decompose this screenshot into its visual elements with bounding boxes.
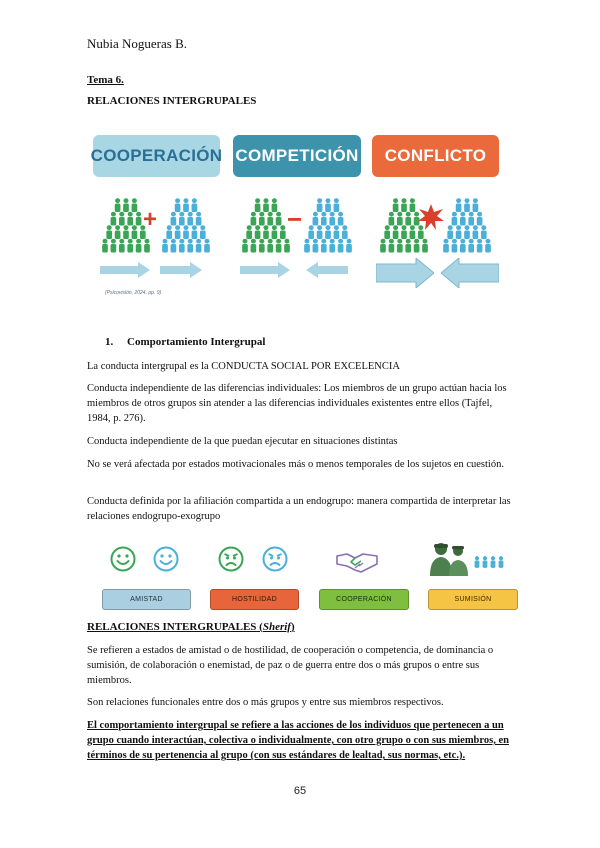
person-body — [393, 204, 399, 213]
person-head — [196, 239, 201, 244]
person-head — [499, 556, 503, 560]
person-body — [329, 244, 335, 253]
person-body — [452, 244, 458, 253]
person-body — [196, 244, 202, 253]
person-body — [115, 204, 121, 213]
person-body — [405, 244, 411, 253]
person-head — [268, 212, 273, 217]
person-body — [464, 204, 470, 213]
person-head — [469, 212, 474, 217]
person-head — [456, 198, 461, 203]
person-head — [338, 212, 343, 217]
green-group-2 — [240, 198, 292, 256]
person-body — [136, 217, 142, 226]
person-head — [313, 212, 318, 217]
person-head — [465, 198, 470, 203]
person-head — [251, 239, 256, 244]
person-head — [276, 239, 281, 244]
person-body — [276, 244, 282, 253]
paragraph-4: No se verá afectada por estados motivacionales más o menos temporales de los sujetos en cuestión. — [87, 459, 504, 470]
section-heading — [105, 336, 265, 348]
person-body — [246, 231, 252, 240]
person-head — [119, 212, 124, 217]
person-head — [460, 239, 465, 244]
person-head — [128, 239, 133, 244]
person-body — [334, 231, 340, 240]
plus-sign: + — [143, 206, 158, 233]
label-amistad: AMISTAD — [102, 589, 191, 610]
person-head — [205, 239, 210, 244]
person-head — [469, 239, 474, 244]
person-head — [285, 239, 290, 244]
author-name: Nubia Nogueras B. — [87, 36, 188, 51]
person-head — [414, 239, 419, 244]
person-head — [132, 198, 137, 203]
person-body — [132, 231, 138, 240]
person-body — [491, 561, 496, 568]
person-head — [477, 212, 482, 217]
person-head — [255, 225, 260, 230]
person-head — [272, 198, 277, 203]
person-body — [196, 217, 202, 226]
person-head — [259, 212, 264, 217]
blue-group-3 — [441, 198, 493, 256]
person-body — [473, 204, 479, 213]
person-head — [338, 239, 343, 244]
person-head — [334, 225, 339, 230]
person-head — [402, 198, 407, 203]
person-body — [464, 231, 470, 240]
person-body — [384, 231, 390, 240]
person-body — [187, 244, 193, 253]
person-head — [321, 239, 326, 244]
relaciones-heading-text: RELACIONES INTERGRUPALES — [87, 621, 257, 633]
person-head — [406, 239, 411, 244]
relaciones-heading-author: Sherif — [262, 621, 291, 633]
person-head — [280, 225, 285, 230]
person-body — [325, 204, 331, 213]
person-head — [276, 212, 281, 217]
person-head — [111, 212, 116, 217]
person-body — [102, 244, 108, 253]
paragraph-2: Conducta independiente de las diferencias individuales: Los miembros de un grupo actúan hacia los miembros de otros grupos sin atender a las diferencias individuales existentes entre ellos (Tajfel, 1984, p. 276). — [87, 383, 507, 424]
person-body — [389, 217, 395, 226]
paragraph-3: Conducta independiente de la que puedan ejecutar en situaciones distintas — [87, 436, 398, 447]
person-body — [276, 217, 282, 226]
person-body — [183, 204, 189, 213]
person-body — [410, 231, 416, 240]
person-body — [447, 231, 453, 240]
person-head — [259, 239, 264, 244]
person-head — [444, 239, 449, 244]
person-body — [483, 561, 488, 568]
arrow-left-1 — [306, 262, 348, 278]
person-body — [284, 244, 290, 253]
person-body — [456, 204, 462, 213]
person-body — [304, 244, 310, 253]
person-head — [334, 198, 339, 203]
section-number: 1. — [105, 336, 114, 348]
person-body — [259, 217, 265, 226]
person-body — [410, 204, 416, 213]
person-body — [251, 244, 257, 253]
person-body — [251, 217, 257, 226]
person-head — [381, 239, 386, 244]
person-head — [179, 212, 184, 217]
person-body — [443, 244, 449, 253]
person-head — [175, 198, 180, 203]
person-head — [107, 225, 112, 230]
person-body — [338, 217, 344, 226]
person-body — [255, 204, 261, 213]
banner-competicion: COMPETICIÓN — [233, 135, 361, 177]
person-head — [326, 198, 331, 203]
person-head — [347, 239, 352, 244]
person-body — [393, 231, 399, 240]
person-body — [452, 217, 458, 226]
submissive-people-icon — [472, 552, 506, 576]
person-head — [491, 556, 495, 560]
arrow-clash-left — [441, 258, 499, 288]
person-head — [115, 198, 120, 203]
relaciones-paragraph-2: Son relaciones funcionales entre dos o más grupos y entre sus miembros respectivos. — [87, 697, 444, 708]
person-head — [124, 198, 129, 203]
person-body — [272, 231, 278, 240]
person-head — [389, 239, 394, 244]
person-head — [410, 198, 415, 203]
person-head — [321, 212, 326, 217]
person-head — [397, 239, 402, 244]
person-body — [263, 204, 269, 213]
arrow-right-2 — [160, 262, 202, 278]
person-head — [124, 225, 129, 230]
person-head — [272, 225, 277, 230]
person-body — [321, 217, 327, 226]
person-body — [171, 244, 177, 253]
person-head — [477, 239, 482, 244]
person-head — [317, 225, 322, 230]
person-head — [385, 225, 390, 230]
person-head — [247, 225, 252, 230]
happy-face-green-icon — [110, 546, 136, 572]
person-head — [268, 239, 273, 244]
person-head — [317, 198, 322, 203]
person-body — [389, 244, 395, 253]
person-head — [475, 556, 479, 560]
person-body — [313, 244, 319, 253]
paragraph-5: Conducta definida por la afiliación compartida a un endogrupo: manera compartida de interpretar las relaciones endogrupo-exogrupo — [87, 496, 511, 522]
person-body — [485, 244, 491, 253]
person-body — [175, 231, 181, 240]
person-body — [175, 204, 181, 213]
person-body — [259, 244, 265, 253]
person-head — [452, 212, 457, 217]
person-head — [119, 239, 124, 244]
person-head — [167, 225, 172, 230]
person-head — [264, 225, 269, 230]
person-body — [242, 244, 248, 253]
person-body — [338, 244, 344, 253]
person-body — [329, 217, 335, 226]
person-body — [481, 231, 487, 240]
person-head — [326, 225, 331, 230]
person-body — [460, 217, 466, 226]
paragraph-1: La conducta intergrupal es la CONDUCTA SOCIAL POR EXCELENCIA — [87, 361, 400, 372]
person-body — [334, 204, 340, 213]
person-head — [200, 225, 205, 230]
person-head — [393, 198, 398, 203]
person-body — [179, 244, 185, 253]
person-head — [251, 212, 256, 217]
label-hostilidad: HOSTILIDAD — [210, 589, 299, 610]
person-head — [481, 225, 486, 230]
person-head — [243, 239, 248, 244]
banner-cooperacion: COOPERACIÓN — [93, 135, 220, 177]
person-body — [263, 231, 269, 240]
person-body — [477, 217, 483, 226]
person-body — [127, 217, 133, 226]
relaciones-emphasis: El comportamiento intergrupal se refiere a las acciones de los individuos que pertenecen a un grupo cuando interactúan, colectiva o individualmente, con otro grupo o con sus miembros, en términos de su pertenencia al grupo (con sus estándares de lealtad, sus normas, etc.). — [87, 720, 509, 761]
image-source: (Psicovisión, 2024, pp. 9) — [105, 290, 162, 296]
angry-face-green-icon — [218, 546, 244, 572]
person-head — [486, 239, 491, 244]
person-head — [410, 225, 415, 230]
person-body — [317, 204, 323, 213]
person-body — [162, 244, 168, 253]
person-body — [325, 231, 331, 240]
person-head — [483, 556, 487, 560]
person-body — [119, 217, 125, 226]
arrow-right-3 — [240, 262, 290, 278]
person-body — [136, 244, 142, 253]
person-head — [473, 198, 478, 203]
person-head — [330, 239, 335, 244]
person-body — [192, 231, 198, 240]
blue-group-2 — [302, 198, 354, 256]
person-body — [418, 231, 424, 240]
label-cooperacion: COOPERACIÓN — [319, 589, 409, 610]
person-head — [255, 198, 260, 203]
person-body — [171, 217, 177, 226]
person-head — [163, 239, 168, 244]
person-head — [305, 239, 310, 244]
person-body — [468, 244, 474, 253]
person-body — [456, 231, 462, 240]
person-head — [188, 239, 193, 244]
person-head — [179, 239, 184, 244]
person-body — [414, 244, 420, 253]
person-body — [321, 244, 327, 253]
person-body — [267, 217, 273, 226]
person-head — [397, 212, 402, 217]
person-body — [499, 561, 504, 568]
person-head — [184, 198, 189, 203]
person-body — [317, 231, 323, 240]
person-head — [330, 212, 335, 217]
person-body — [204, 244, 210, 253]
person-body — [144, 244, 150, 253]
person-head — [188, 212, 193, 217]
person-body — [192, 204, 198, 213]
person-head — [448, 225, 453, 230]
person-body — [132, 204, 138, 213]
section-heading-text: Comportamiento Intergrupal — [127, 336, 266, 348]
person-body — [127, 244, 133, 253]
person-head — [171, 212, 176, 217]
person-body — [123, 204, 129, 213]
person-head — [192, 198, 197, 203]
person-body — [123, 231, 129, 240]
person-body — [397, 217, 403, 226]
person-body — [280, 231, 286, 240]
person-body — [111, 217, 117, 226]
person-body — [187, 217, 193, 226]
person-body — [308, 231, 314, 240]
person-head — [136, 239, 141, 244]
person-head — [389, 212, 394, 217]
person-head — [423, 239, 428, 244]
person-body — [397, 244, 403, 253]
person-head — [115, 225, 120, 230]
person-head — [456, 225, 461, 230]
page-title: RELACIONES INTERGRUPALES — [87, 95, 257, 107]
person-head — [192, 225, 197, 230]
page-number: 65 — [293, 785, 307, 797]
handshake-icon — [335, 548, 379, 574]
person-head — [393, 225, 398, 230]
person-head — [309, 225, 314, 230]
person-body — [183, 231, 189, 240]
relaciones-paragraph-1: Se refieren a estados de amistad o de hostilidad, de cooperación o competencia, de dominancia o sumisión, de colaboración o enemistad, de paz o de guerra entre dos o más grupos o entre sus miembros. — [87, 645, 494, 686]
person-head — [111, 239, 116, 244]
relaciones-heading: RELACIONES INTERGRUPALES (Sherif) — [87, 621, 295, 633]
person-head — [342, 225, 347, 230]
banner-conflicto: CONFLICTO — [372, 135, 499, 177]
person-body — [477, 244, 483, 253]
person-head — [452, 239, 457, 244]
person-body — [111, 244, 117, 253]
person-body — [255, 231, 261, 240]
person-head — [175, 225, 180, 230]
person-body — [342, 231, 348, 240]
clash-burst-icon — [418, 204, 444, 230]
person-body — [119, 244, 125, 253]
arrow-right-1 — [100, 262, 150, 278]
person-body — [473, 231, 479, 240]
person-body — [468, 217, 474, 226]
dominant-people-icon — [430, 540, 472, 578]
person-body — [106, 231, 112, 240]
person-body — [401, 204, 407, 213]
person-body — [380, 244, 386, 253]
person-head — [402, 225, 407, 230]
person-body — [475, 561, 480, 568]
person-head — [136, 212, 141, 217]
person-head — [264, 198, 269, 203]
person-body — [200, 231, 206, 240]
person-body — [272, 204, 278, 213]
person-body — [460, 244, 466, 253]
person-head — [196, 212, 201, 217]
person-head — [103, 239, 108, 244]
person-body — [313, 217, 319, 226]
label-sumision: SUMISIÓN — [428, 589, 518, 610]
person-head — [313, 239, 318, 244]
person-body — [115, 231, 121, 240]
minus-sign: − — [287, 204, 303, 234]
person-head — [145, 239, 150, 244]
angry-face-blue-icon — [262, 546, 288, 572]
person-head — [128, 212, 133, 217]
person-head — [473, 225, 478, 230]
person-body — [179, 217, 185, 226]
person-head — [406, 212, 411, 217]
person-body — [267, 244, 273, 253]
person-head — [465, 225, 470, 230]
person-head — [171, 239, 176, 244]
tema-label: Tema 6. — [87, 74, 124, 86]
person-body — [401, 231, 407, 240]
person-head — [460, 212, 465, 217]
person-body — [405, 217, 411, 226]
person-head — [132, 225, 137, 230]
person-head — [184, 225, 189, 230]
person-body — [422, 244, 428, 253]
happy-face-blue-icon — [153, 546, 179, 572]
blue-group-1 — [160, 198, 212, 256]
arrow-clash-right — [376, 258, 434, 288]
person-body — [166, 231, 172, 240]
person-body — [346, 244, 352, 253]
